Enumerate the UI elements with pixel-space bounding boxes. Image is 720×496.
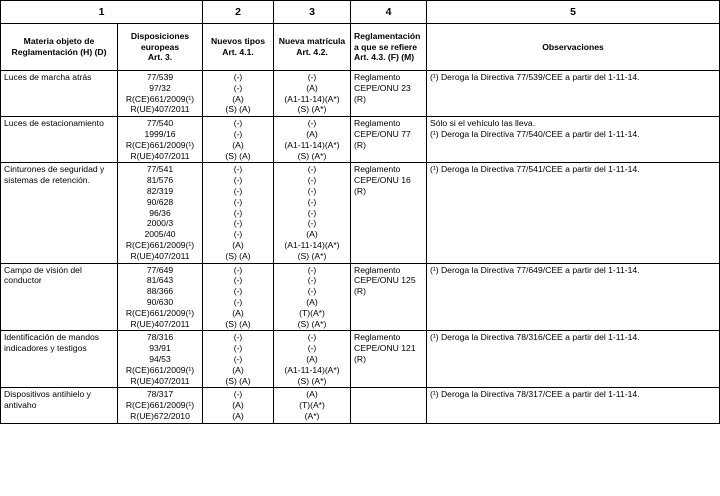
header-line: Materia objeto de bbox=[23, 36, 95, 47]
observaciones-cell bbox=[427, 117, 720, 163]
reglamentacion-cell bbox=[351, 163, 427, 263]
cell-line: Luces de estacionamiento bbox=[4, 118, 104, 129]
cell-line: (-) bbox=[307, 207, 317, 218]
cell-line: R(CE)661/2009(¹) bbox=[125, 93, 195, 104]
cell-line: 77/541 bbox=[146, 164, 174, 175]
cell-line: (A) bbox=[306, 82, 318, 93]
cell-line: (-) bbox=[307, 185, 317, 196]
cell-line: 97/32 bbox=[149, 82, 171, 93]
cell-line: (A) bbox=[232, 400, 244, 411]
header-line: Reglamentación (H) (D) bbox=[11, 47, 107, 57]
cell-line: Reglamento bbox=[354, 332, 401, 343]
cell-line: 90/630 bbox=[146, 296, 174, 307]
cell-line: (¹) Deroga la Directiva 77/540/CEE a partir del 1-11-14. bbox=[430, 128, 640, 139]
table-body bbox=[1, 71, 720, 424]
cell-line: (-) bbox=[233, 343, 243, 354]
cell-line: (A1-11-14)(A*) bbox=[284, 93, 340, 104]
header-line: Art. 3. bbox=[147, 52, 173, 63]
cell-line: (-) bbox=[233, 332, 243, 343]
header-line: Reglamentación bbox=[354, 30, 421, 41]
cell-line: (A) bbox=[232, 410, 244, 421]
cell-line: (A) bbox=[306, 353, 318, 364]
table-row bbox=[1, 117, 720, 163]
cell-line: (-) bbox=[233, 175, 243, 186]
cell-line: conductor bbox=[4, 275, 42, 286]
nueva-matricula-cell bbox=[274, 388, 351, 423]
cell-line: (-) bbox=[233, 218, 243, 229]
cell-line: (T)(A*) bbox=[299, 400, 325, 411]
cell-line: (A1-11-14)(A*) bbox=[284, 139, 340, 150]
cell-line: (-) bbox=[233, 164, 243, 175]
cell-line: 2000/3 bbox=[146, 218, 174, 229]
header-line: Disposiciones bbox=[130, 30, 190, 41]
header-line: Observaciones bbox=[542, 41, 604, 52]
cell-line: CEPE/ONU 121 bbox=[354, 343, 416, 354]
cell-line: 77/649 bbox=[146, 264, 174, 275]
header-line: Nueva matrícula bbox=[278, 36, 346, 47]
cell-line: (R) bbox=[354, 185, 366, 196]
cell-line: R(UE)407/2011 bbox=[130, 150, 190, 161]
cell-line: (S) (A*) bbox=[297, 250, 327, 261]
reglamentacion-cell bbox=[351, 117, 427, 163]
cell-line: Campo de visión del bbox=[4, 264, 82, 275]
header-line: Art. 4.1. bbox=[222, 47, 254, 57]
cell-line: (-) bbox=[233, 207, 243, 218]
cell-line: (-) bbox=[307, 218, 317, 229]
cell-line: (S) (A*) bbox=[297, 104, 327, 115]
cell-line: R(CE)661/2009(¹) bbox=[125, 239, 195, 250]
column-number-3: 3 bbox=[274, 1, 351, 24]
cell-line: (A) bbox=[306, 389, 318, 400]
observaciones-cell bbox=[427, 388, 720, 423]
cell-line: 1999/16 bbox=[144, 128, 176, 139]
cell-line: (¹) Deroga la Directiva 78/317/CEE a partir del 1-11-14. bbox=[430, 389, 640, 400]
cell-line: (-) bbox=[307, 175, 317, 186]
header-disposiciones bbox=[118, 24, 203, 71]
materia-cell bbox=[1, 117, 118, 163]
cell-line: CEPE/ONU 16 bbox=[354, 175, 411, 186]
cell-line: 78/316 bbox=[146, 332, 174, 343]
cell-line: (¹) Deroga la Directiva 77/541/CEE a partir del 1-11-14. bbox=[430, 164, 640, 175]
nuevos-tipos-cell bbox=[203, 331, 274, 388]
table-row bbox=[1, 71, 720, 117]
disposiciones-cell bbox=[118, 71, 203, 117]
cell-line: (-) bbox=[233, 264, 243, 275]
cell-line: (¹) Deroga la Directiva 77/539/CEE a partir del 1-11-14. bbox=[430, 72, 640, 82]
cell-line: (¹) Deroga la Directiva 77/649/CEE a partir del 1-11-14. bbox=[430, 264, 640, 275]
cell-line: (R) bbox=[354, 286, 366, 297]
cell-line: (-) bbox=[307, 264, 317, 275]
cell-line: (-) bbox=[233, 72, 243, 82]
cell-line: (¹) Deroga la Directiva 78/316/CEE a partir del 1-11-14. bbox=[430, 332, 640, 343]
nueva-matricula-cell bbox=[274, 71, 351, 117]
cell-line: R(UE)672/2010 bbox=[130, 410, 190, 421]
cell-line: CEPE/ONU 125 bbox=[354, 275, 416, 286]
table-row bbox=[1, 163, 720, 263]
cell-line: (-) bbox=[233, 196, 243, 207]
cell-line: 96/36 bbox=[149, 207, 171, 218]
disposiciones-cell bbox=[118, 163, 203, 263]
disposiciones-cell bbox=[118, 117, 203, 163]
cell-line: (A) bbox=[232, 93, 244, 104]
cell-line: sistemas de retención. bbox=[4, 175, 90, 186]
observaciones-cell bbox=[427, 331, 720, 388]
materia-cell bbox=[1, 263, 118, 331]
cell-line: 77/539 bbox=[146, 72, 174, 82]
cell-line: (-) bbox=[233, 118, 243, 129]
disposiciones-cell bbox=[118, 388, 203, 423]
reglamentacion-cell bbox=[351, 331, 427, 388]
cell-line: Dispositivos antihielo y bbox=[4, 389, 91, 400]
cell-line: (A) bbox=[306, 229, 318, 240]
nuevos-tipos-cell bbox=[203, 263, 274, 331]
materia-cell bbox=[1, 163, 118, 263]
header-line: a que se refiere bbox=[354, 41, 418, 52]
cell-line: (S) (A*) bbox=[297, 150, 327, 161]
reglamentacion-cell bbox=[351, 263, 427, 331]
cell-line: Reglamento bbox=[354, 72, 401, 82]
nueva-matricula-cell bbox=[274, 163, 351, 263]
cell-line: 88/366 bbox=[146, 286, 174, 297]
observaciones-cell bbox=[427, 163, 720, 263]
cell-line: Reglamento bbox=[354, 264, 401, 275]
column-header-row bbox=[1, 24, 720, 71]
cell-line: (-) bbox=[307, 118, 317, 129]
cell-line: indicadores y testigos bbox=[4, 343, 87, 354]
cell-line: (A1-11-14)(A*) bbox=[284, 364, 340, 375]
nueva-matricula-cell bbox=[274, 117, 351, 163]
cell-line: (A) bbox=[232, 139, 244, 150]
cell-line: (-) bbox=[233, 229, 243, 240]
nueva-matricula-cell bbox=[274, 263, 351, 331]
cell-line: (S) (A*) bbox=[297, 375, 327, 386]
cell-line: 81/576 bbox=[146, 175, 174, 186]
cell-line: 77/540 bbox=[146, 118, 174, 129]
cell-line: (S) (A) bbox=[225, 104, 251, 115]
cell-line: Identificación de mandos bbox=[4, 332, 100, 343]
cell-line: R(UE)407/2011 bbox=[130, 318, 190, 329]
header-nuevos-tipos bbox=[203, 24, 274, 71]
table-row bbox=[1, 388, 720, 423]
cell-line: (T)(A*) bbox=[299, 307, 325, 318]
observaciones-cell bbox=[427, 71, 720, 117]
nuevos-tipos-cell bbox=[203, 388, 274, 423]
cell-line: 2005/40 bbox=[144, 229, 176, 240]
cell-line: R(UE)407/2011 bbox=[130, 104, 190, 115]
column-number-1: 1 bbox=[1, 1, 203, 24]
header-line: europeas bbox=[140, 41, 180, 52]
cell-line: R(UE)407/2011 bbox=[130, 250, 190, 261]
cell-line: (-) bbox=[307, 343, 317, 354]
cell-line: (-) bbox=[307, 164, 317, 175]
cell-line: (S) (A) bbox=[225, 318, 251, 329]
cell-line: (R) bbox=[354, 93, 366, 104]
cell-line: (-) bbox=[233, 128, 243, 139]
cell-line: (A) bbox=[232, 364, 244, 375]
nueva-matricula-cell bbox=[274, 331, 351, 388]
header-line: Art. 4.3. (F) (M) bbox=[354, 52, 415, 63]
nuevos-tipos-cell bbox=[203, 71, 274, 117]
reglamentacion-cell bbox=[351, 71, 427, 117]
cell-line: (-) bbox=[307, 196, 317, 207]
cell-line: CEPE/ONU 77 bbox=[354, 128, 411, 139]
column-number-2: 2 bbox=[203, 1, 274, 24]
cell-line: (-) bbox=[233, 82, 243, 93]
cell-line: (A) bbox=[232, 239, 244, 250]
cell-line: (-) bbox=[233, 353, 243, 364]
column-number-4: 4 bbox=[351, 1, 427, 24]
cell-line: CEPE/ONU 23 bbox=[354, 82, 411, 93]
cell-line: R(CE)661/2009(¹) bbox=[125, 400, 195, 411]
cell-line: antivaho bbox=[4, 400, 37, 411]
cell-line: (R) bbox=[354, 139, 366, 150]
materia-cell bbox=[1, 331, 118, 388]
cell-line: Reglamento bbox=[354, 164, 401, 175]
cell-line: (-) bbox=[233, 389, 243, 400]
cell-line: (-) bbox=[233, 275, 243, 286]
header-line: Art. 4.2. bbox=[296, 47, 328, 57]
cell-line: (-) bbox=[233, 296, 243, 307]
cell-line: (A) bbox=[232, 307, 244, 318]
cell-line: Cinturones de seguridad y bbox=[4, 164, 105, 175]
cell-line: (-) bbox=[307, 72, 317, 82]
header-materia bbox=[1, 24, 118, 71]
cell-line: (A1-11-14)(A*) bbox=[284, 239, 340, 250]
cell-line: R(CE)661/2009(¹) bbox=[125, 364, 195, 375]
cell-line: 90/628 bbox=[146, 196, 174, 207]
nuevos-tipos-cell bbox=[203, 117, 274, 163]
cell-line: (S) (A*) bbox=[297, 318, 327, 329]
disposiciones-cell bbox=[118, 263, 203, 331]
disposiciones-cell bbox=[118, 331, 203, 388]
column-number-5: 5 bbox=[427, 1, 720, 24]
reglamentacion-cell bbox=[351, 388, 427, 423]
cell-line: (S) (A) bbox=[225, 150, 251, 161]
table-row bbox=[1, 331, 720, 388]
column-number-row bbox=[1, 1, 720, 24]
cell-line: (A) bbox=[306, 296, 318, 307]
table-row bbox=[1, 263, 720, 331]
cell-line: (A) bbox=[306, 128, 318, 139]
cell-line: R(UE)407/2011 bbox=[130, 375, 190, 386]
header-nueva-matricula bbox=[274, 24, 351, 71]
cell-line: 81/643 bbox=[146, 275, 174, 286]
header-reglamentacion bbox=[351, 24, 427, 71]
materia-cell bbox=[1, 388, 118, 423]
cell-line: 78/317 bbox=[146, 389, 174, 400]
header-observaciones bbox=[427, 24, 720, 71]
cell-line: (-) bbox=[307, 286, 317, 297]
cell-line: (-) bbox=[307, 332, 317, 343]
cell-line: R(CE)661/2009(¹) bbox=[125, 139, 195, 150]
nuevos-tipos-cell bbox=[203, 163, 274, 263]
cell-line: Reglamento bbox=[354, 118, 401, 129]
observaciones-cell bbox=[427, 263, 720, 331]
cell-line: 82/319 bbox=[146, 185, 174, 196]
cell-line: (R) bbox=[354, 353, 366, 364]
cell-line: 94/53 bbox=[149, 353, 171, 364]
cell-line: (-) bbox=[307, 275, 317, 286]
cell-line: (S) (A) bbox=[225, 375, 251, 386]
header-line: Nuevos tipos bbox=[211, 36, 265, 47]
cell-line: Sólo si el vehículo las lleva. bbox=[430, 118, 536, 129]
cell-line: (-) bbox=[233, 185, 243, 196]
cell-line: (-) bbox=[233, 286, 243, 297]
cell-line: (S) (A) bbox=[225, 250, 251, 261]
cell-line: R(CE)661/2009(¹) bbox=[125, 307, 195, 318]
cell-line: (A*) bbox=[304, 410, 320, 421]
materia-cell bbox=[1, 71, 118, 117]
cell-line: 93/91 bbox=[149, 343, 171, 354]
cell-line: Luces de marcha atrás bbox=[4, 72, 92, 82]
